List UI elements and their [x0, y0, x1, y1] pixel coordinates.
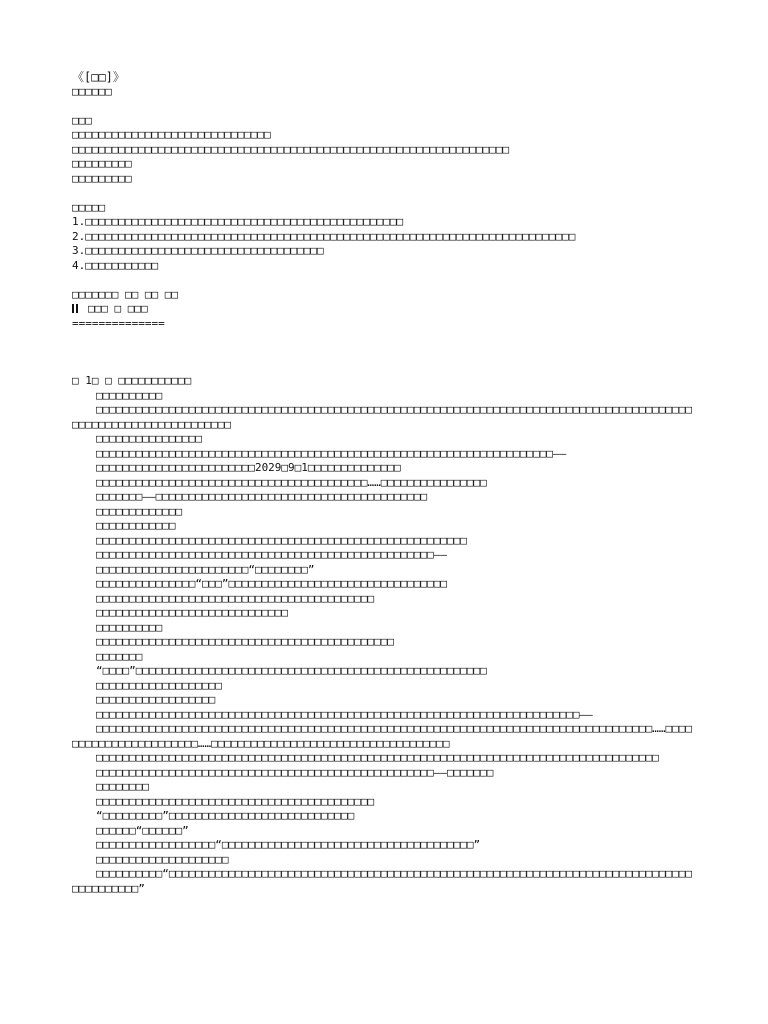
note-item: 1.□□□□□□□□□□□□□□□□□□□□□□□□□□□□□□□□□□□□□□□□□□□□□□□□	[72, 215, 404, 228]
paragraph: □□□□□□□□□□□□□□□□□□□□□□□□□□□□□□□□□□□□□□□□□□□□□□□□□□□□□□□□□□□□□□□□□□□□□□□□□□□□□□□□□□□□□□□□□□□□□□□□□□□□□□□□□□□□□□□□□□	[72, 403, 693, 431]
paragraph: □□□□□□□□□□□□□□□□□□□□□□□□□□□□□□□□□□□□□□□□□……□□□□□□□□□□□□□□□□	[96, 475, 487, 489]
paragraph: □□□□□□□□□□□□□□□□□□□□□□□□□□□□□□□□□□□□□□□□□□□□□□□□□□□□□□□□	[96, 533, 467, 547]
note-item: 2.□□□□□□□□□□□□□□□□□□□□□□□□□□□□□□□□□□□□□□□□□□□□□□□□□□□□□□□□□□□□□□□□□□□□□□□□□□	[72, 229, 576, 243]
intro-line: □□□□□□□□□□□□□□□□□□□□□□□□□□□□□□□□□□□□□□□□□□□□□□□□□□□□□□□□□□□□□□□□□□	[72, 142, 510, 156]
paragraph: □□□□□□□□□□□□□□□□□□□□□□□□□□□□□□□□□□□□□□□□□□□□□□□□□□□——□□□□□□□	[96, 765, 494, 779]
chapter-heading: □ 1□ □ □□□□□□□□□□□	[72, 374, 192, 387]
paragraph: □□□□□□□□□□□□□□□□□□□□□□□□□□□□□□□□□□□□□□□□□□□□□	[96, 635, 395, 648]
section-divider: ==============	[72, 316, 165, 330]
intro-line: □□□□□□□□□	[72, 157, 132, 170]
note-item: 4.□□□□□□□□□□□	[72, 258, 159, 272]
intro-line: □□□□□□□□□□□□□□□□□□□□□□□□□□□□□□	[72, 128, 271, 141]
note-item: 3.□□□□□□□□□□□□□□□□□□□□□□□□□□□□□□□□□□□□	[72, 244, 324, 257]
paragraph: □□□□□□□□□□□□□□□□□□□	[96, 678, 222, 692]
paragraph: □□□□□□□□□□□□	[96, 519, 176, 532]
paragraph: □□□□□□□□□□□□□□□□□□□□□□□□□□□□□□□□□□□□□□□□□□□□□□□□□□□□□□□□□□□□□□□□□□□□□□□□□——	[96, 707, 593, 721]
paragraph: “□□□□”□□□□□□□□□□□□□□□□□□□□□□□□□□□□□□□□□□□□□□□□□□□□□□□□□□□□□	[96, 664, 487, 677]
paragraph: □□□□□□□□□□□□□□□“□□□”□□□□□□□□□□□□□□□□□□□□□□□□□□□□□□□□□	[96, 577, 447, 590]
paragraph: □□□□□□□□□□□□□□□□□□“□□□□□□□□□□□□□□□□□□□□□□□□□□□□□□□□□□□□□□”	[96, 838, 481, 851]
paragraph: □□□□□□□□□□	[96, 388, 163, 402]
paragraph: □□□□□□□	[96, 649, 143, 663]
meta-line-with-icon	[72, 302, 696, 317]
paragraph: □□□□□□□□□□	[96, 620, 163, 634]
paragraph: □□□□□□□□□□□□□□□□□□□□□□□□2029□9□1□□□□□□□□□□□□□□	[96, 461, 401, 474]
meta-line: □□□□□□□ □□ □□ □□	[72, 287, 178, 301]
paragraph: □□□□□□□□□□□□□□□□□□□□□□□□□□□□□	[96, 606, 289, 619]
notes-label: □□□□□	[72, 200, 106, 214]
paragraph: “□□□□□□□□□”□□□□□□□□□□□□□□□□□□□□□□□□□□□□	[96, 809, 355, 822]
paragraph: □□□□□□□□□□□□□□□□□□	[96, 693, 216, 706]
paragraph: □□□□□□□□□□□□□□□□□□□□□□□□□□□□□□□□□□□□□□□□□□	[96, 794, 375, 808]
paragraph: □□□□□□□□□□□□□□□□□□□□□□□“□□□□□□□□”	[96, 562, 315, 576]
book-subtitle: □□□□□□	[72, 84, 112, 98]
book-title: 《[□□]》	[72, 70, 125, 84]
paragraph: □□□□□□□□□□□□□□□□□□□□□□□□□□□□□□□□□□□□□□□□□□□□□□□□□□□□□□□□□□□□□□□□□□□□□□□□□□□□□□□□□□□□……□□□□□□□□□□□□□□□□□□□□□□□……□□□□□□□□□□□□□□□□□□□□□□□□□□□□□□□□□□□□	[72, 722, 693, 750]
pause-icon	[72, 303, 80, 317]
document-page	[72, 70, 696, 896]
paragraph: □□□□□□□□□□□□□□□□	[96, 432, 202, 445]
paragraph: □□□□□□□□□□□□□	[96, 504, 183, 518]
paragraph: □□□□□□□□□□“□□□□□□□□□□□□□□□□□□□□□□□□□□□□□□□□□□□□□□□□□□□□□□□□□□□□□□□□□□□□□□□□□□□□□□□□□□□□□□□□□□□□□□□□□”	[72, 867, 693, 895]
paragraph: □□□□□□“□□□□□□”	[96, 823, 189, 837]
paragraph: □□□□□□□□	[96, 780, 149, 793]
paragraph: □□□□□□□□□□□□□□□□□□□□□□□□□□□□□□□□□□□□□□□□□□	[96, 591, 375, 605]
intro-label: □□□	[72, 113, 92, 127]
paragraph: □□□□□□□□□□□□□□□□□□□□	[96, 852, 229, 866]
meta-line-text: □□□ □ □□□	[88, 302, 148, 315]
paragraph: □□□□□□□□□□□□□□□□□□□□□□□□□□□□□□□□□□□□□□□□□□□□□□□□□□□□□□□□□□□□□□□□□□□□□□□□□□□□□□□□□□□□□	[96, 751, 659, 764]
paragraph: □□□□□□□□□□□□□□□□□□□□□□□□□□□□□□□□□□□□□□□□□□□□□□□□□□□□□□□□□□□□□□□□□□□□□——	[96, 446, 567, 460]
paragraph: □□□□□□□□□□□□□□□□□□□□□□□□□□□□□□□□□□□□□□□□□□□□□□□□□□□——	[96, 548, 447, 561]
intro-line: □□□□□□□□□	[72, 171, 132, 185]
paragraph: □□□□□□□——□□□□□□□□□□□□□□□□□□□□□□□□□□□□□□□□□□□□□□□□□	[96, 490, 428, 503]
